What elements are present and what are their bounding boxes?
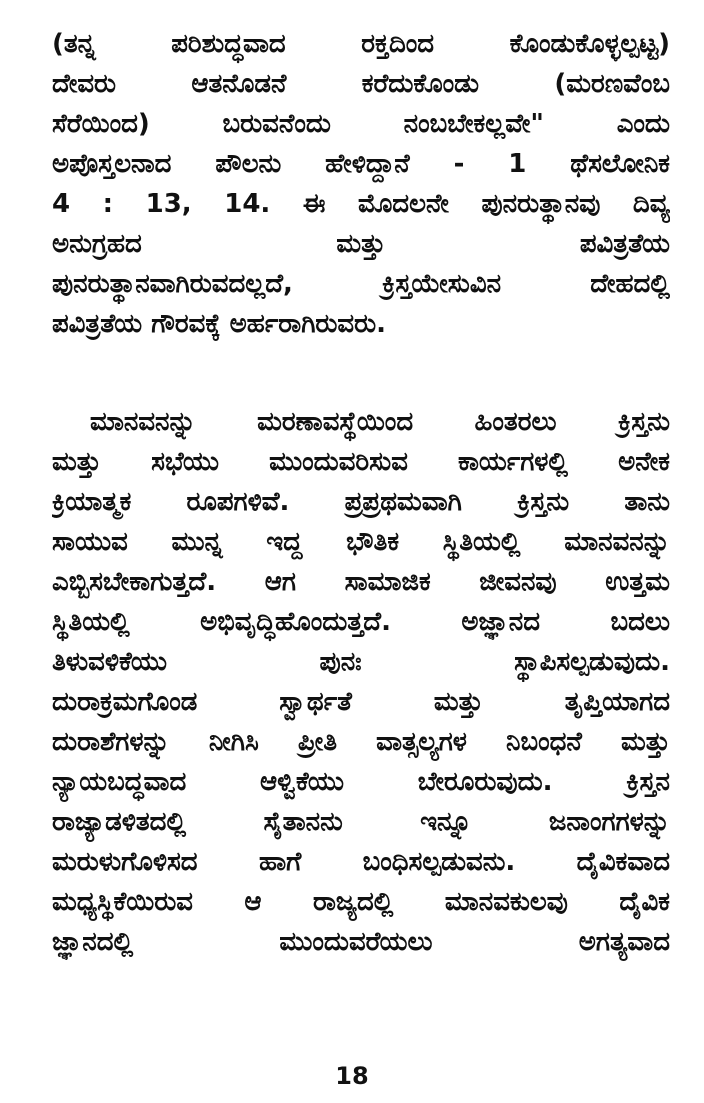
- text-line: ಸ್ಥಿತಿಯಲ್ಲಿ ಅಭಿವೃದ್ಧಿಹೊಂದುತ್ತದೆ. ಅಜ್ಞಾನದ ಬದಲು: [52, 607, 670, 637]
- text-line: ದುರಾಕ್ರಮಗೊಂಡ ಸ್ವಾರ್ಥತೆ ಮತ್ತು ತೃಪ್ತಿಯಾಗದ: [52, 687, 670, 717]
- paragraph-1: [52, 24, 670, 344]
- text-line: (ತನ್ನ ಪರಿಶುದ್ಧವಾದ ರಕ್ತದಿಂದ ಕೊಂಡುಕೊಳ್ಳಲ್ಪಟ್ಟ): [52, 29, 670, 59]
- page-number: 18: [335, 1062, 369, 1090]
- text-line: ಜ್ಞಾನದಲ್ಲಿ ಮುಂದುವರೆಯಲು ಅಗತ್ಯವಾದ: [52, 927, 670, 957]
- text-line: ಸೆರೆಯಿಂದ) ಬರುವನೆಂದು ನಂಬಬೇಕಲ್ಲವೇ" ಎಂದು: [52, 109, 670, 139]
- paragraph-2: [52, 402, 670, 962]
- text-line: ಎಬ್ಬಿಸಬೇಕಾಗುತ್ತದೆ. ಆಗ ಸಾಮಾಜಿಕ ಜೀವನವು ಉತ್ತಮ: [52, 567, 670, 597]
- text-line: ಮಧ್ಯಸ್ಥಿಕೆಯಿರುವ ಆ ರಾಜ್ಯದಲ್ಲಿ ಮಾನವಕುಲವು ದೈವಿಕ: [52, 887, 670, 917]
- text-line: ಕ್ರಿಯಾತ್ಮಕ ರೂಪಗಳಿವೆ. ಪ್ರಪ್ರಥಮವಾಗಿ ಕ್ರಿಸ್ತನು ತಾನು: [52, 487, 670, 517]
- text-line: ಅಪೊಸ್ತಲನಾದ ಪೌಲನು ಹೇಳಿದ್ದಾನೆ - 1 ಥೆಸಲೋನಿಕ: [52, 149, 670, 179]
- text-line: ನ್ಯಾಯಬದ್ಧವಾದ ಆಳ್ವಿಕೆಯು ಬೇರೂರುವುದು. ಕ್ರಿಸ್ತನ: [52, 767, 670, 797]
- text-line: ರಾಜ್ಯಾಡಳಿತದಲ್ಲಿ ಸೈತಾನನು ಇನ್ನೂ ಜನಾಂಗಗಳನ್ನು: [52, 807, 670, 837]
- text-line: ದೇವರು ಆತನೊಡನೆ ಕರೆದುಕೊಂಡು (ಮರಣವೆಂಬ: [52, 69, 670, 99]
- text-line: ದುರಾಶೆಗಳನ್ನು ನೀಗಿಸಿ ಪ್ರೀತಿ ವಾತ್ಸಲ್ಯಗಳ ನಿಬಂಧನೆ ಮತ್ತು: [52, 727, 670, 757]
- text-line: ಅನುಗ್ರಹದ ಮತ್ತು ಪವಿತ್ರತೆಯ: [52, 229, 670, 259]
- text-line: ಪವಿತ್ರತೆಯ ಗೌರವಕ್ಕೆ ಅರ್ಹರಾಗಿರುವರು.: [52, 309, 387, 339]
- text-line: ಪುನರುತ್ಥಾನವಾಗಿರುವದಲ್ಲದೆ, ಕ್ರಿಸ್ತಯೇಸುವಿನ ದೇಹದಲ್ಲಿ: [52, 269, 670, 299]
- text-line: ಸಾಯುವ ಮುನ್ನ ಇದ್ದ ಭೌತಿಕ ಸ್ಥಿತಿಯಲ್ಲಿ ಮಾನವನನ್ನು: [52, 527, 670, 557]
- text-line: ಮತ್ತು ಸಭೆಯು ಮುಂದುವರಿಸುವ ಕಾರ್ಯಗಳಲ್ಲಿ ಅನೇಕ: [52, 447, 670, 477]
- text-line: ಮರುಳುಗೊಳಿಸದ ಹಾಗೆ ಬಂಧಿಸಲ್ಪಡುವನು. ದೈವಿಕವಾದ: [52, 847, 670, 877]
- text-line: ತಿಳುವಳಿಕೆಯು ಪುನಃ ಸ್ಥಾಪಿಸಲ್ಪಡುವುದು.: [52, 647, 670, 677]
- text-line: ಮಾನವನನ್ನು ಮರಣಾವಸ್ಥೆಯಿಂದ ಹಿಂತರಲು ಕ್ರಿಸ್ತನು: [90, 407, 670, 437]
- text-line: 4 : 13, 14. ಈ ಮೊದಲನೇ ಪುನರುತ್ಥಾನವು ದಿವ್ಯ: [52, 189, 670, 219]
